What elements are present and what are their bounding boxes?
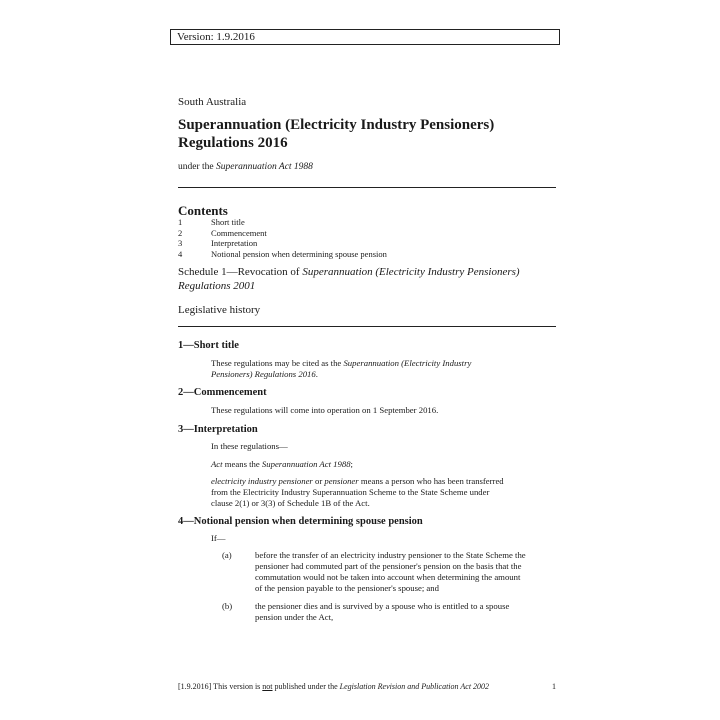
s1-prefix: These regulations may be cited as the (211, 358, 344, 368)
contents-heading: Contents (178, 203, 228, 218)
section-1-body (211, 358, 471, 380)
section-2-heading: 2—Commencement (178, 387, 267, 398)
para-line: the pensioner dies and is survived by a spouse who is entitled to a spouse (255, 601, 510, 611)
para-line: of the pension payable to the pensioner's spouse; and (255, 583, 439, 593)
definition-act (211, 459, 353, 470)
footer-not: not (262, 682, 273, 691)
def-line-3: clause 2(1) or 3(3) of Schedule 1B of the Act. (211, 498, 370, 508)
schedule-prefix: Schedule 1—Revocation of (178, 266, 303, 278)
para-line: commutation would not be taken into account when determining the amount (255, 572, 521, 582)
act-name: Superannuation Act 1988 (261, 459, 351, 469)
term-pensioner: pensioner (324, 476, 359, 486)
footer-date: [1.9.2016] (178, 682, 212, 691)
term-eip: electricity industry pensioner (211, 476, 313, 486)
toc-num: 1 (178, 217, 183, 227)
s1-suffix: . (315, 369, 318, 379)
under-act-name: Superannuation Act 1988 (216, 162, 313, 172)
toc-num: 2 (178, 227, 183, 238)
def-or: or (312, 476, 325, 486)
footer-text-2: published under the (272, 682, 340, 691)
term-act: Act (211, 459, 223, 469)
under-act-line (178, 162, 313, 172)
section-3-intro: In these regulations— (211, 441, 288, 451)
para-line: before the transfer of an electricity industry pensioner to the State Scheme the (255, 550, 526, 560)
toc-legislative-history[interactable]: Legislative history (178, 304, 261, 316)
toc-item[interactable] (178, 217, 387, 228)
toc-label: Interpretation (211, 238, 258, 249)
para-line: pensioner had commuted part of the pensioner's pension on the basis that the (255, 561, 522, 571)
toc-label: Notional pension when determining spouse pension (211, 248, 387, 259)
title-line-1: Superannuation (Electricity Industry Pensioners) (178, 117, 495, 133)
schedule-title-2: Regulations 2001 (178, 280, 256, 292)
version-box (170, 29, 560, 45)
toc-label: Short title (211, 217, 245, 227)
schedule-title-1: Superannuation (Electricity Industry Pensioners) (302, 266, 520, 278)
para-line: pension under the Act, (255, 612, 334, 622)
divider (178, 187, 556, 188)
footer-text (178, 682, 489, 691)
section-3-heading: 3—Interpretation (178, 424, 258, 435)
version-label: Version: 1.9.2016 (177, 31, 255, 43)
toc-item[interactable] (178, 238, 387, 249)
jurisdiction: South Australia (178, 96, 247, 108)
toc-num: 4 (178, 248, 183, 259)
para-label: (b) (222, 601, 233, 611)
page-footer (178, 682, 556, 691)
def-end: ; (350, 459, 353, 469)
paragraph-a (222, 550, 556, 594)
para-label: (a) (222, 550, 232, 560)
definition-pensioner (211, 476, 504, 509)
title-line-2: Regulations 2016 (178, 135, 288, 151)
toc-item[interactable] (178, 249, 387, 260)
toc-schedule-1[interactable] (178, 265, 558, 293)
section-4-heading: 4—Notional pension when determining spouse pension (178, 516, 423, 527)
divider (178, 326, 556, 327)
document-title (178, 116, 558, 152)
def-text: means a person who has been transferred (358, 476, 504, 486)
section-1-heading: 1—Short title (178, 340, 239, 351)
def-text: means the (222, 459, 262, 469)
paragraph-b (222, 601, 556, 623)
section-4-intro: If— (211, 533, 226, 543)
toc-label: Commencement (211, 227, 267, 238)
footer-act: Legislation Revision and Publication Act 2002 (339, 682, 490, 691)
def-line-2: from the Electricity Industry Superannuation Scheme to the State Scheme under (211, 487, 490, 497)
section-2-body: These regulations will come into operation on 1 September 2016. (211, 405, 439, 415)
s1-italic-1: Superannuation (Electricity Industry (343, 358, 472, 368)
under-prefix: under the (178, 162, 216, 172)
footer-text-1: This version is (211, 682, 263, 691)
page-number: 1 (552, 682, 556, 691)
toc-num: 3 (178, 238, 183, 249)
toc-item[interactable] (178, 228, 387, 239)
s1-italic-2: Pensioners) Regulations 2016 (211, 369, 316, 379)
table-of-contents (178, 217, 387, 259)
